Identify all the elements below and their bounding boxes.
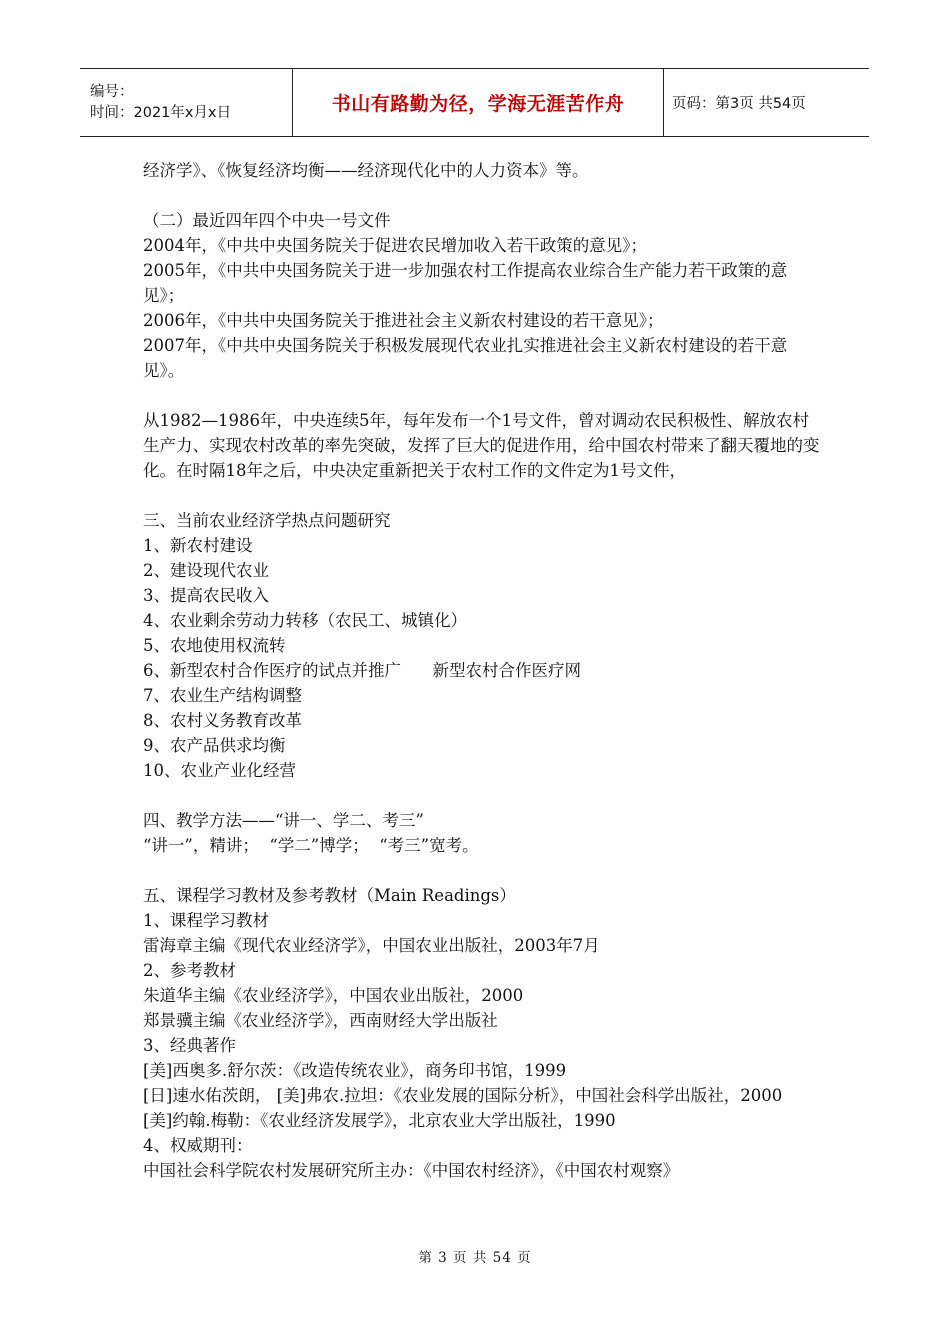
list-item: 2、建设现代农业	[143, 561, 269, 580]
paragraph: 2004年，《中共中央国务院关于促进农民增加收入若干政策的意见》；	[143, 236, 647, 255]
document-number-label: 编号：	[90, 83, 134, 100]
list-item: 6、新型农村合作医疗的试点并推广 新型农村合作医疗网	[143, 661, 581, 680]
reference: 中国社会科学院农村发展研究所主办：《中国农村经济》，《中国农村观察》	[143, 1161, 680, 1180]
paragraph: 2005年，《中共中央国务院关于进一步加强农村工作提高农业综合生产能力若干政策的意见》；	[143, 261, 788, 305]
list-item: 1、课程学习教材	[143, 911, 269, 930]
list-item: 7、农业生产结构调整	[143, 686, 302, 705]
paragraph: 2006年，《中共中央国务院关于推进社会主义新农村建设的若干意见》；	[143, 311, 664, 330]
motto-text: 书山有路勤为径，学海无涯苦作舟	[331, 93, 625, 115]
header-page-info	[664, 69, 869, 136]
list-item: 4、权威期刊：	[143, 1136, 253, 1155]
reference: 郑景骥主编《农业经济学》，西南财经大学出版社	[143, 1011, 498, 1030]
section-heading: 三、当前农业经济学热点问题研究	[143, 511, 391, 530]
reference: [美]西奥多.舒尔茨：《改造传统农业》，商务印书馆，1999	[143, 1061, 567, 1080]
reference: 朱道华主编《农业经济学》，中国农业出版社，2000	[143, 986, 524, 1005]
list-item: 1、新农村建设	[143, 536, 253, 555]
page-number: 第 3 页 共 54 页	[418, 1250, 532, 1266]
section-heading: 四、教学方法——“讲一、学二、考三”	[143, 811, 424, 830]
reference: [美]约翰.梅勒：《农业经济发展学》，北京农业大学出版社，1990	[143, 1111, 616, 1130]
list-item: 3、经典著作	[143, 1036, 236, 1055]
paragraph: “讲一”，精讲； “学二”博学； “考三”宽考。	[143, 836, 479, 855]
section-heading: 五、课程学习教材及参考教材（Main Readings）	[143, 886, 516, 905]
header-motto	[293, 69, 664, 136]
page-footer	[0, 1246, 950, 1266]
paragraph: 从1982—1986年，中央连续5年，每年发布一个1号文件，曾对调动农民积极性、解放农村生产力、实现农村改革的率先突破，发挥了巨大的促进作用，给中国农村带来了翻天覆地的变化。在时隔18年之后，中央决定重新把关于农村工作的文件定为1号文件，	[143, 411, 820, 480]
list-item: 4、农业剩余劳动力转移（农民工、城镇化）	[143, 611, 467, 630]
section-heading: （二）最近四年四个中央一号文件	[143, 211, 391, 230]
paragraph: 经济学》、《恢复经济均衡——经济现代化中的人力资本》等。	[143, 161, 589, 180]
page-info-text: 页码：第3页 共54页	[672, 96, 806, 112]
document-date: 时间：2021年x月x日	[90, 104, 232, 121]
header-meta	[80, 69, 293, 136]
paragraph: 2007年，《中共中央国务院关于积极发展现代农业扎实推进社会主义新农村建设的若干意见》。	[143, 336, 788, 380]
list-item: 10、农业产业化经营	[143, 761, 296, 780]
reference: 雷海章主编《现代农业经济学》，中国农业出版社，2003年7月	[143, 936, 600, 955]
list-item: 8、农村义务教育改革	[143, 711, 302, 730]
document-body	[143, 158, 823, 1183]
reference: [日]速水佑茨朗， [美]弗农.拉坦：《农业发展的国际分析》，中国社会科学出版社，2000	[143, 1086, 783, 1105]
page-header	[80, 68, 869, 137]
list-item: 5、农地使用权流转	[143, 636, 286, 655]
list-item: 3、提高农民收入	[143, 586, 269, 605]
list-item: 9、农产品供求均衡	[143, 736, 286, 755]
list-item: 2、参考教材	[143, 961, 236, 980]
